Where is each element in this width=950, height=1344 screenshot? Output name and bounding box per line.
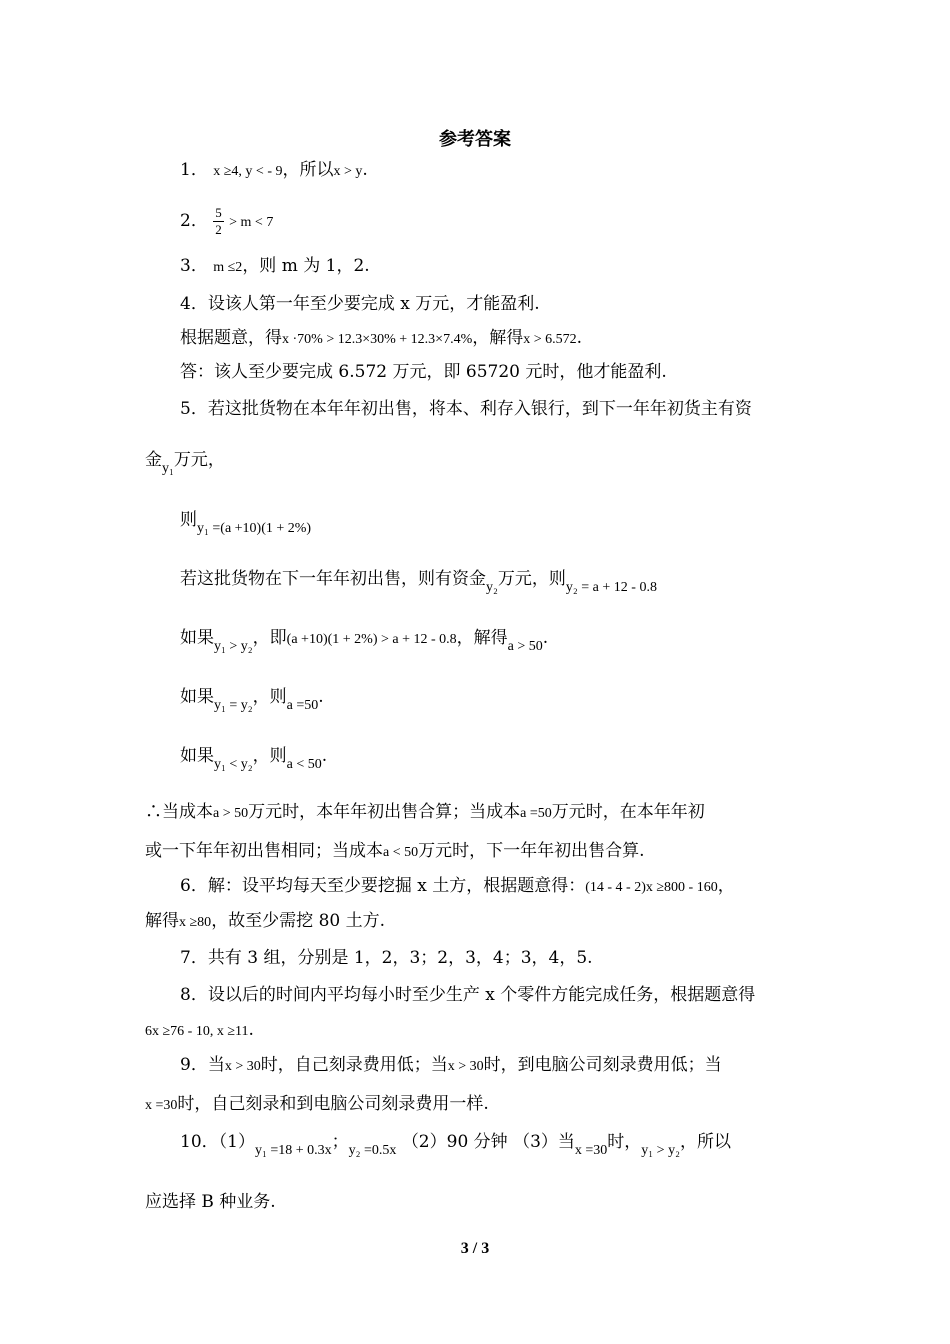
answer-10: 10．$(1)_{y_1 =18 + 0.3x}$；$_{y_2 =0.5x}$ （2）90 分钟 （3）当$_{x =30}$时，$_{y_1 > y_2}$，所以 bbox=[180, 1132, 731, 1158]
answer-5-case3: 如果$_{y_1 < y_2}$，则$_{a < 50}$. bbox=[180, 746, 328, 772]
answer-4-equation: 根据题意，得x ·70% > 12.3×30% + 12.3×7.4%，解得x > 6.572. bbox=[180, 328, 583, 348]
answer-9-cont: x =30时，自己刻录和到电脑公司刻录费用一样. bbox=[145, 1094, 489, 1114]
answer-8: 8．设以后的时间内平均每小时至少生产 x 个零件方能完成任务，根据题意得 bbox=[180, 985, 756, 1005]
answer-5-y2: 若这批货物在下一年年初出售，则有资金$_{y_2}$万元，则$_{y_2 = a + 12 - 0.8}$ bbox=[180, 569, 657, 595]
answer-5-summary-2: 或一下年年初出售相同；当成本a < 50万元时，下一年年初出售合算. bbox=[145, 841, 645, 861]
answer-5-case2: 如果$_{y_1 = y_2}$，则$_{a =50}$. bbox=[180, 687, 324, 713]
page-number: 3 / 3 bbox=[460, 1240, 490, 1257]
answer-8-cont: 6x ≥76 - 10, x ≥11. bbox=[145, 1020, 254, 1040]
answer-5-cont: 金$_{y_1}$万元， bbox=[145, 450, 225, 476]
answer-4-conclusion: 答：该人至少要完成 6.572 万元，即 65720 元时，他才能盈利. bbox=[180, 362, 667, 382]
answer-10-cont: 应选择 B 种业务. bbox=[145, 1192, 276, 1212]
answer-6-cont: 解得x ≥80，故至少需挖 80 土方. bbox=[145, 911, 386, 931]
answer-9: 9．当x > 30时，自己刻录费用低；当x > 30时，到电脑公司刻录费用低；当 bbox=[180, 1055, 722, 1075]
answer-6: 6．解：设平均每天至少要挖掘 x 土方，根据题意得：(14 - 4 - 2)x ≥800 - 160， bbox=[180, 876, 735, 896]
answer-5: 5．若这批货物在本年年初出售，将本、利存入银行，到下一年年初货主有资 bbox=[180, 399, 752, 419]
fraction: $\frac{5}{2}$ bbox=[215, 205, 222, 237]
answer-3: 3． m ≤2，则 m 为 1，2. bbox=[180, 256, 370, 276]
answer-4: 4．设该人第一年至少要完成 x 万元，才能盈利. bbox=[180, 294, 540, 314]
answer-2: 2． $\frac{5}{2}$ > m < 7 bbox=[180, 205, 274, 237]
answer-1: 1． x ≥4, y < - 9，所以x > y. bbox=[180, 160, 368, 180]
answer-5-summary-1: ∴当成本a > 50万元时，本年年初出售合算；当成本a =50万元时，在本年年初 bbox=[145, 802, 705, 822]
answer-7: 7．共有 3 组，分别是 1，2，3；2，3，4；3，4，5. bbox=[180, 948, 593, 968]
answer-5-y1: 则$_{y_1 =(a +10)(1 + 2\%)}$ bbox=[180, 510, 312, 536]
answer-5-case1: 如果$_{y_1 > y_2}$，即(a +10)(1 + 2%) > a + 12 - 0.8，解得$_{a > 50}$. bbox=[180, 628, 549, 654]
page-title: 参考答案 bbox=[439, 129, 511, 150]
